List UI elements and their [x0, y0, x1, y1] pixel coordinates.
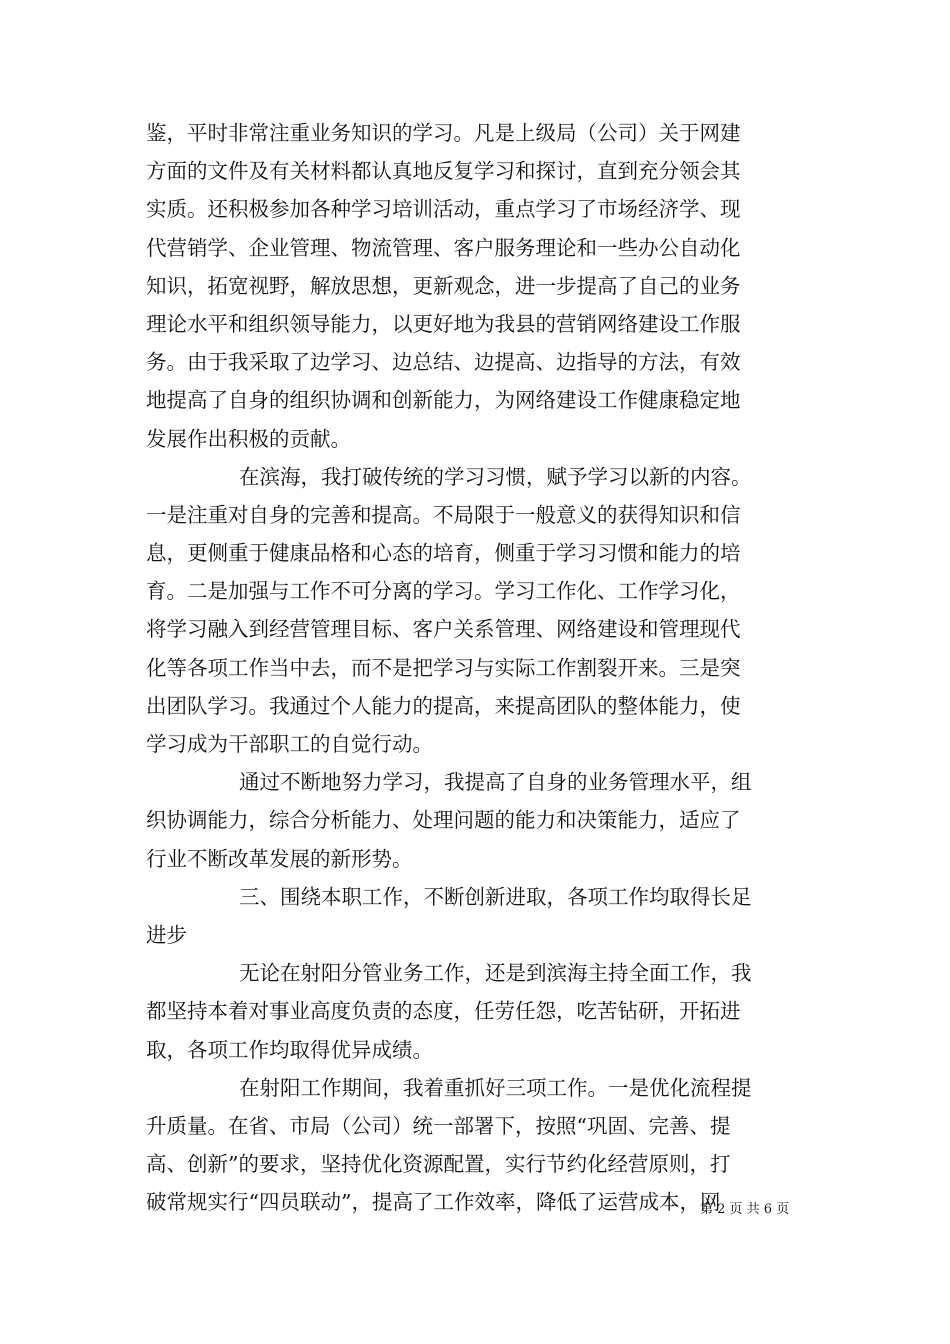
- text-line: 一是注重对自身的完善和提高。不局限于一般意义的获得知识和信: [146, 502, 741, 527]
- text-line: 都坚持本着对事业高度负责的态度，任劳任怨，吃苦钻研，开拓进: [146, 999, 741, 1024]
- paragraph-first-line: 无论在射阳分管业务工作，还是到滨海主持全面工作，我: [239, 961, 752, 986]
- text-line: 息，更侧重于健康品格和心态的培育，侧重于学习习惯和能力的培: [146, 541, 741, 566]
- text-line: 方面的文件及有关材料都认真地反复学习和探讨，直到充分领会其: [146, 159, 741, 184]
- page-number: 第 2 页 共 6 页: [700, 1202, 790, 1217]
- text-line: 化等各项工作当中去，而不是把学习与实际工作割裂开来。三是突: [146, 655, 741, 680]
- text-line: 取，各项工作均取得优异成绩。: [146, 1037, 433, 1062]
- text-line: 出团队学习。我通过个人能力的提高，来提高团队的整体能力，使: [146, 693, 741, 718]
- text-line: 代营销学、企业管理、物流管理、客户服务理论和一些办公自动化: [146, 235, 741, 260]
- paragraph-first-line: 在射阳工作期间，我着重抓好三项工作。一是优化流程提: [239, 1075, 752, 1100]
- paragraph-first-line: 在滨海，我打破传统的学习习惯，赋予学习以新的内容。: [239, 464, 752, 489]
- text-line: 地提高了自身的组织协调和创新能力，为网络建设工作健康稳定地: [146, 388, 741, 413]
- text-line: 织协调能力，综合分析能力、处理问题的能力和决策能力，适应了: [146, 808, 741, 833]
- text-line: 育。二是加强与工作不可分离的学习。学习工作化、工作学习化，: [146, 579, 741, 604]
- text-line: 发展作出积极的贡献。: [146, 426, 351, 451]
- body-text: [146, 114, 806, 1221]
- text-line: 高、创新”的要求，坚持优化资源配置，实行节约化经营原则，打: [146, 1152, 731, 1177]
- text-line: 理论水平和组织领导能力，以更好地为我县的营销网络建设工作服: [146, 311, 741, 336]
- text-line: 学习成为干部职工的自觉行动。: [146, 732, 433, 756]
- paragraph-first-line: 通过不断地努力学习，我提高了自身的业务管理水平，组: [239, 770, 752, 795]
- text-line: 升质量。在省、市局（公司）统一部署下，按照“巩固、完善、提: [146, 1113, 731, 1138]
- section-heading-continued: 进步: [146, 922, 187, 947]
- text-line: 将学习融入到经营管理目标、客户关系管理、网络建设和管理现代: [146, 617, 741, 642]
- section-heading: 三、围绕本职工作，不断创新进取，各项工作均取得长足: [239, 884, 752, 909]
- text-line: 破常规实行“四员联动”，提高了工作效率，降低了运营成本，网: [146, 1190, 721, 1215]
- text-line: 实质。还积极参加各种学习培训活动，重点学习了市场经济学、现: [146, 197, 741, 222]
- text-line: 鉴，平时非常注重业务知识的学习。凡是上级局（公司）关于网建: [146, 121, 741, 145]
- text-line: 行业不断改革发展的新形势。: [146, 846, 413, 871]
- text-line: 务。由于我采取了边学习、边总结、边提高、边指导的方法，有效: [146, 350, 741, 375]
- text-line: 知识，拓宽视野，解放思想，更新观念，进一步提高了自己的业务: [146, 273, 741, 298]
